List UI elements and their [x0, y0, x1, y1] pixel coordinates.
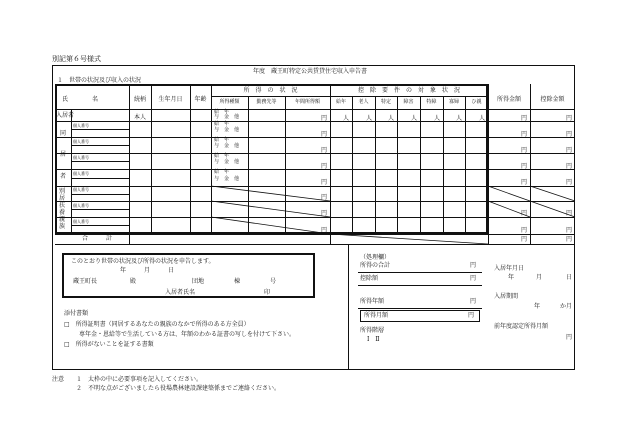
yen-unit: 円 — [566, 236, 573, 243]
id-number-label: 個人番号 — [73, 139, 89, 144]
yen-unit: 円 — [566, 210, 573, 217]
processing-divider — [348, 245, 349, 370]
relation-self: 本人 — [133, 114, 146, 121]
header-deduction-col: ひ親 — [471, 99, 482, 105]
yen-unit: 円 — [521, 131, 528, 138]
header-deduction-col: 老人 — [358, 99, 369, 105]
yen-unit: 円 — [321, 131, 328, 138]
day-label: 日 — [566, 274, 573, 281]
person-unit: 人 — [411, 115, 418, 122]
form-title: 年度 蔵王町特定公共賃貸住宅収入申告書 — [253, 68, 368, 75]
section1-heading: １ 世帯の状況及び収入の状況 — [57, 77, 142, 84]
header-deduction-col: 寡婦 — [448, 99, 459, 105]
id-number-label: 個人番号 — [73, 123, 89, 128]
id-number-label: 個人番号 — [73, 187, 89, 192]
person-unit: 人 — [343, 115, 350, 122]
number-label: 号 — [270, 278, 277, 285]
declaration-date: 年 月 日 — [120, 267, 175, 274]
building-label: 棟 — [234, 278, 241, 285]
income-class-values: Ⅰ Ⅱ — [367, 336, 380, 343]
yen-unit: 円 — [321, 163, 328, 170]
yen-unit: 円 — [521, 227, 528, 234]
honorific-label: 殿 — [130, 278, 137, 285]
header-age: 年齢 — [194, 96, 207, 103]
form-label: 別記第６号様式 — [52, 55, 101, 63]
attachment-note: 専年金・恩給等で生活している方は、年額のわかる証書の写しを付けて下さい。 — [79, 331, 296, 338]
deduction-label: 控除額 — [360, 275, 379, 282]
income-type-label: 給 年 — [214, 137, 230, 143]
income-type-label: 与 金 他 — [214, 114, 240, 120]
row-label-separate: 居 — [59, 195, 66, 202]
income-type-label: 給 年 — [214, 121, 230, 127]
income-class-label: 所得階層 — [360, 327, 385, 334]
header-deduction-col: 特定 — [380, 99, 391, 105]
header-deduction-amount: 控除金額 — [540, 96, 565, 103]
id-number-label: 個人番号 — [73, 219, 89, 224]
id-number-label: 個人番号 — [73, 171, 89, 176]
person-unit: 人 — [456, 115, 463, 122]
row-label-total: 合 計 — [82, 235, 113, 242]
income-type-label: 与 金 他 — [214, 143, 240, 149]
row-label-separate: 族 — [59, 223, 66, 230]
row-label-cohab: 者 — [60, 173, 67, 180]
yen-unit: 円 — [321, 179, 328, 186]
year-label: 年 — [508, 274, 515, 281]
id-number-label: 個人番号 — [73, 203, 89, 208]
seal-label: 印 — [264, 289, 271, 296]
header-deduction-col: 特障 — [426, 99, 437, 105]
move-in-period-label: 入居期間 — [494, 293, 519, 300]
person-unit: 人 — [366, 115, 373, 122]
yen-unit: 円 — [321, 115, 328, 122]
row-label-separate: 別 — [59, 188, 66, 195]
yen-unit: 円 — [566, 227, 573, 234]
yen-unit: 円 — [566, 131, 573, 138]
yen-unit: 円 — [321, 147, 328, 154]
resident-name-label: 入居者氏名 — [165, 289, 196, 296]
note-1: １ 太枠の中に必要事項を記入してください。 — [76, 376, 203, 383]
deduction-underline — [358, 285, 482, 286]
row-label-separate: 養 — [59, 209, 66, 216]
income-type-label: 給 年 — [214, 153, 230, 159]
header-income-type: 所得種類 — [219, 99, 240, 105]
person-unit: 人 — [434, 115, 441, 122]
id-number-label: 個人番号 — [73, 155, 89, 160]
processing-title: （処理欄） — [360, 254, 391, 261]
header-annual-income: 年間所得額 — [294, 99, 320, 105]
yen-unit: 円 — [566, 115, 573, 122]
yen-unit: 円 — [470, 298, 477, 305]
header-deduction-col: 障害 — [403, 99, 414, 105]
row-label-separate: 扶 — [59, 202, 66, 209]
yen-unit: 円 — [521, 210, 528, 217]
yen-unit: 円 — [566, 147, 573, 154]
yen-unit: 円 — [521, 179, 528, 186]
note-2: ２ 不明な点がございましたら役場農林建設課建築係までご連絡ください。 — [76, 385, 281, 392]
row-label-resident: 入居者 — [56, 112, 75, 119]
yen-unit: 円 — [566, 179, 573, 186]
monthly-income-label: 所得月額 — [364, 312, 389, 319]
attachment-item-2: □ 所得がないことを証する書類 — [64, 341, 154, 348]
person-unit: 人 — [479, 115, 486, 122]
period-year-label: 年 — [534, 303, 541, 310]
income-total-underline — [358, 272, 482, 273]
notes-label: 注意 — [52, 376, 65, 383]
yen-unit: 円 — [521, 147, 528, 154]
person-unit: 人 — [388, 115, 395, 122]
yen-unit: 円 — [521, 115, 528, 122]
header-income-amount: 所得金額 — [496, 96, 521, 103]
income-type-label: 給 年 — [214, 109, 230, 115]
row-label-separate: 親 — [59, 216, 66, 223]
move-in-date-label: 入居年月日 — [494, 265, 525, 272]
yen-unit: 円 — [470, 275, 477, 282]
annual-income-label: 所得年額 — [360, 298, 385, 305]
attachments-title: 添付書類 — [64, 310, 89, 317]
income-type-label: 与 金 他 — [214, 127, 240, 133]
header-workplace: 勤務先等 — [256, 99, 277, 105]
prev-income-label: 前年度認定所得月額 — [494, 323, 549, 330]
header-deduction-col: 給年 — [335, 99, 346, 105]
yen-unit: 円 — [566, 163, 573, 170]
header-name: 氏 名 — [62, 96, 99, 103]
yen-unit: 円 — [468, 312, 475, 319]
declaration-text: このとおり世帯の状況及び所得の状況を申告します。 — [71, 258, 215, 265]
complex-label: 団地 — [192, 278, 205, 285]
yen-unit: 円 — [470, 262, 477, 269]
income-type-label: 与 金 他 — [214, 159, 240, 165]
row-label-cohab: 同 — [60, 130, 67, 137]
yen-unit: 円 — [321, 194, 328, 201]
income-type-label: 与 金 他 — [214, 176, 240, 182]
header-birth: 生年月日 — [158, 96, 183, 103]
yen-unit: 円 — [521, 163, 528, 170]
period-months-label: か月 — [560, 303, 573, 310]
header-income-status: 所 得 の 状 況 — [243, 87, 298, 94]
income-type-label: 給 年 — [214, 169, 230, 175]
annual-income-underline — [358, 308, 482, 309]
yen-unit: 円 — [566, 334, 573, 341]
header-relation: 続柄 — [133, 96, 146, 103]
income-total-label: 所得の合計 — [360, 262, 391, 269]
mayor-label: 蔵王町長 — [73, 278, 98, 285]
month-label: 月 — [536, 274, 543, 281]
header-deduction-status: 控 除 要 件 の 対 象 状 況 — [357, 87, 460, 94]
yen-unit: 円 — [321, 227, 328, 234]
yen-unit: 円 — [321, 210, 328, 217]
attachment-item-1: □ 所得証明書（同居するあなたの親族のなかで所得のある方全員） — [64, 321, 250, 328]
row-label-cohab: 居 — [60, 151, 67, 158]
yen-unit: 円 — [521, 236, 528, 243]
